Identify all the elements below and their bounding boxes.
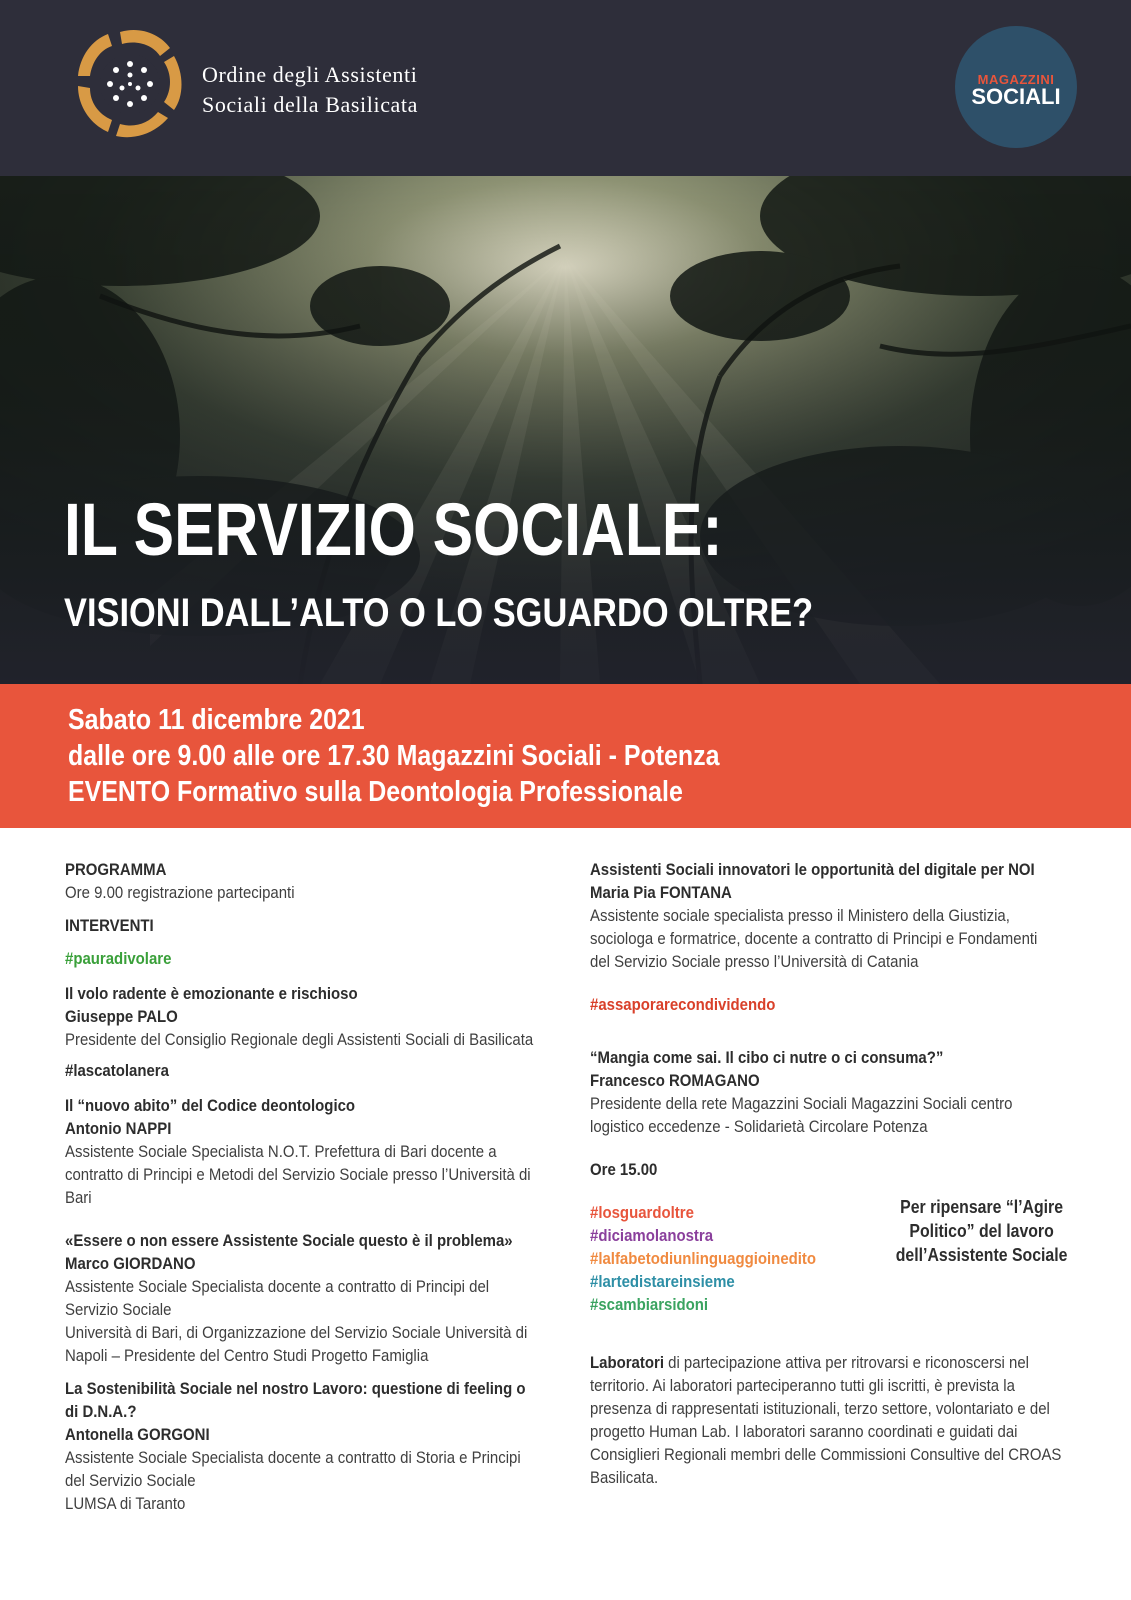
partner-logo-line1: MAGAZZINI bbox=[977, 72, 1055, 87]
talk6-title: “Mangia come sai. Il cibo ci nutre o ci consuma?” bbox=[590, 1048, 944, 1067]
talk2-role-line2: contratto di Principi e Metodi del Servizio Sociale presso l’Università di bbox=[65, 1165, 531, 1184]
talk6-role-line2: logistico eccedenze - Solidarietà Circolare Potenza bbox=[590, 1117, 928, 1136]
org-name-line2: Sociali della Basilicata bbox=[202, 92, 418, 117]
talk4-title-line1: La Sostenibilità Sociale nel nostro Lavoro: questione di feeling o bbox=[65, 1379, 526, 1398]
aside-line2: Politico” del lavoro bbox=[909, 1221, 1054, 1241]
hashtag-lascatolanera: #lascatolanera bbox=[65, 1061, 169, 1080]
talk4-role-line2: del Servizio Sociale bbox=[65, 1471, 196, 1490]
talk3-role-line3: Università di Bari, di Organizzazione del Servizio Sociale Università di bbox=[65, 1323, 528, 1342]
talk5-role-line2: sociologa e formatrice, docente a contratto di Principi e Fondamenti bbox=[590, 929, 1038, 948]
agire-politico-note bbox=[880, 1195, 1082, 1267]
registration-text: Ore 9.00 registrazione partecipanti bbox=[65, 883, 295, 902]
laboratori-line1: di partecipazione attiva per ritrovarsi e riconoscersi nel bbox=[663, 1353, 1030, 1372]
talk2-title: Il “nuovo abito” del Codice deontologico bbox=[65, 1096, 356, 1115]
header bbox=[0, 0, 1131, 176]
talk5-role-line1: Assistente sociale specialista presso il Ministero della Giustizia, bbox=[590, 906, 1010, 925]
event-date: Sabato 11 dicembre 2021 bbox=[68, 704, 365, 736]
talk1-speaker: Giuseppe PALO bbox=[65, 1007, 178, 1026]
talk6-speaker: Francesco ROMAGANO bbox=[590, 1071, 760, 1090]
talk4-role-line3: LUMSA di Taranto bbox=[65, 1494, 186, 1513]
program-heading: PROGRAMMA bbox=[65, 860, 167, 879]
talk4-speaker: Antonella GORGONI bbox=[65, 1425, 210, 1444]
talk4-title-line2: di D.N.A.? bbox=[65, 1402, 137, 1421]
hashtag-lartedistareinsieme: #lartedistareinsieme bbox=[590, 1272, 735, 1291]
talk2-role-line3: Bari bbox=[65, 1188, 92, 1207]
hashtag-pauradivolare: #pauradivolare bbox=[65, 949, 172, 968]
talk5-speaker: Maria Pia FONTANA bbox=[590, 883, 732, 902]
laboratori-line3: presenza di rappresentati istituzionali, terzo settore, volontariato e del bbox=[590, 1399, 1050, 1418]
talk2-speaker: Antonio NAPPI bbox=[65, 1119, 172, 1138]
aside-line3: dell’Assistente Sociale bbox=[895, 1245, 1068, 1265]
talk3-speaker: Marco GIORDANO bbox=[65, 1254, 196, 1273]
laboratori-line6: Basilicata. bbox=[590, 1468, 659, 1487]
afternoon-hashtags bbox=[590, 1197, 1083, 1321]
talk4-role-line1: Assistente Sociale Specialista docente a contratto di Storia e Principi bbox=[65, 1448, 521, 1467]
event-type: EVENTO Formativo sulla Deontologia Professionale bbox=[68, 776, 683, 808]
partner-logo bbox=[955, 26, 1077, 148]
hashtag-assaporarecondividendo: #assaporarecondividendo bbox=[590, 995, 776, 1014]
org-logo bbox=[74, 24, 186, 144]
event-time-place: dalle ore 9.00 alle ore 17.30 Magazzini Sociali - Potenza bbox=[68, 740, 720, 772]
talk3-role-line1: Assistente Sociale Specialista docente a contratto di Principi del bbox=[65, 1277, 490, 1296]
event-banner bbox=[0, 684, 1131, 828]
talk3-role-line4: Napoli – Presidente del Centro Studi Progetto Famiglia bbox=[65, 1346, 429, 1365]
partner-logo-line2: SOCIALI bbox=[971, 84, 1061, 109]
talk5-title: Assistenti Sociali innovatori le opportunità del digitale per NOI bbox=[590, 860, 1035, 879]
talk3-role-line2: Servizio Sociale bbox=[65, 1300, 172, 1319]
talk6-role-line1: Presidente della rete Magazzini Sociali Magazzini Sociali centro bbox=[590, 1094, 1013, 1113]
laboratori-line4: progetto Human Lab. I laboratori saranno coordinati e guidati dai bbox=[590, 1422, 1018, 1441]
interventi-heading: INTERVENTI bbox=[65, 916, 154, 935]
hashtag-lalfabetodiunlinguaggioinedito: #lalfabetodiunlinguaggioinedito bbox=[590, 1249, 817, 1268]
program-column-left bbox=[65, 858, 575, 1515]
hashtag-diciamolanostra: #diciamolanostra bbox=[590, 1226, 714, 1245]
talk1-title: Il volo radente è emozionante e rischioso bbox=[65, 984, 358, 1003]
talk1-role: Presidente del Consiglio Regionale degli Assistenti Sociali di Basilicata bbox=[65, 1030, 534, 1049]
org-name-line1: Ordine degli Assistenti bbox=[202, 62, 418, 87]
hashtag-losguardoltre: #losguardoltre bbox=[590, 1203, 694, 1222]
hashtag-scambiarsidoni: #scambiarsidoni bbox=[590, 1295, 709, 1314]
laboratori-text bbox=[590, 1351, 1083, 1489]
talk2-role-line1: Assistente Sociale Specialista N.O.T. Prefettura di Bari docente a bbox=[65, 1142, 497, 1161]
afternoon-time: Ore 15.00 bbox=[590, 1160, 658, 1179]
laboratori-label: Laboratori bbox=[590, 1353, 664, 1372]
laboratori-line5: Consiglieri Regionali membri delle Commissioni Consultive del CROAS bbox=[590, 1445, 1062, 1464]
aside-line1: Per ripensare “l’Agire bbox=[900, 1197, 1064, 1217]
page-subtitle: VISIONI DALL’ALTO O LO SGUARDO OLTRE? bbox=[64, 591, 814, 635]
talk5-role-line3: del Servizio Sociale presso l’Università di Catania bbox=[590, 952, 919, 971]
program-column-right bbox=[590, 858, 1100, 1489]
laboratori-line2: territorio. Ai laboratori parteciperanno tutti gli iscritti, è prevista la bbox=[590, 1376, 1015, 1395]
talk3-title: «Essere o non essere Assistente Sociale questo è il problema» bbox=[65, 1231, 513, 1250]
page-title: IL SERVIZIO SOCIALE: bbox=[64, 488, 723, 571]
org-name bbox=[202, 60, 418, 120]
